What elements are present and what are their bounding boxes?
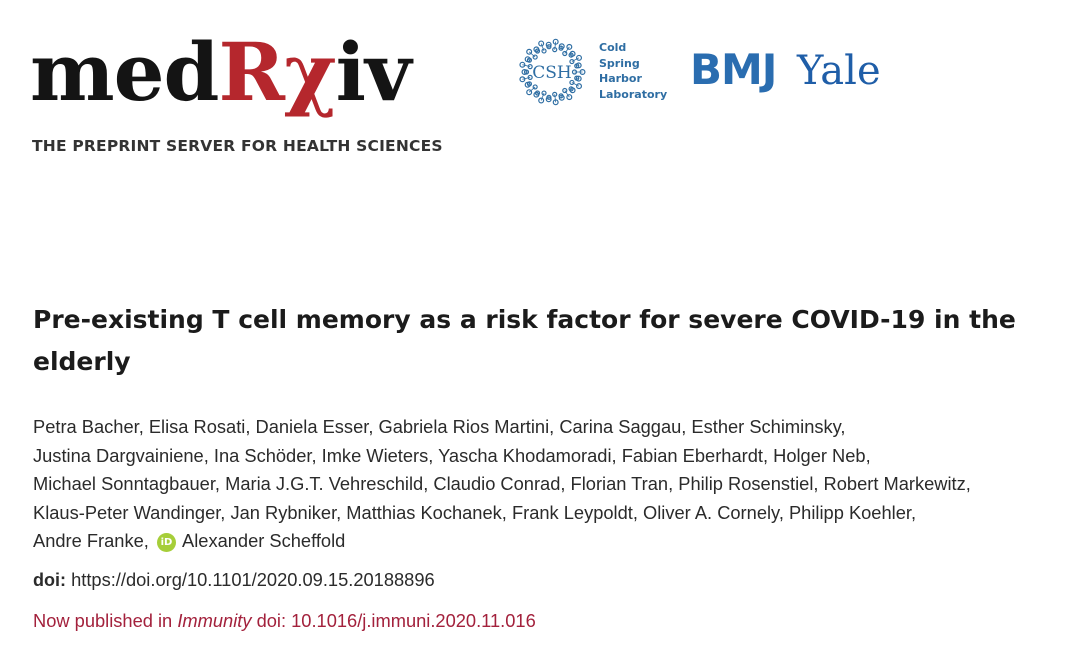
author-segment: Andre Franke, xyxy=(33,530,149,551)
logo-part-med: med xyxy=(30,25,219,119)
doi-link[interactable]: https://doi.org/10.1101/2020.09.15.20188896 xyxy=(71,569,435,590)
doi-label: doi: xyxy=(33,570,66,590)
author-line: Michael Sonntagbauer, Maria J.G.T. Vehreschild, Claudio Conrad, Florian Tran, Philip Rosenstiel, Robert Markewitz, xyxy=(33,473,971,494)
author-line: Klaus-Peter Wandinger, Jan Rybniker, Matthias Kochanek, Frank Leypoldt, Oliver A. Cornely, Philipp Koehler, xyxy=(33,501,917,523)
published-journal: Immunity xyxy=(177,610,252,631)
author-line: Justina Dargvainiene, Ina Schöder, Imke Wieters, Yascha Khodamoradi, Fabian Eberhardt, Holger Neb, xyxy=(33,444,871,466)
article-title: Pre-existing T cell memory as a risk factor for severe COVID-19 in the elderly xyxy=(33,305,1016,376)
yale-logo[interactable]: Yale xyxy=(797,48,881,94)
medrxiv-logo[interactable] xyxy=(30,22,410,122)
csh-line: Spring xyxy=(599,56,640,70)
logo-part-r: R xyxy=(218,25,284,119)
logo-part-iv: iv xyxy=(335,25,411,119)
logo-part-chi: χ xyxy=(283,25,336,119)
csh-monogram: CSH xyxy=(532,63,572,83)
author-line: Petra Bacher, Elisa Rosati, Daniela Esser, Gabriela Rios Martini, Carina Saggau, Esther Schiminsky, xyxy=(33,416,846,437)
site-tagline: THE PREPRINT SERVER FOR HEALTH SCIENCES xyxy=(32,137,443,155)
csh-line: Harbor xyxy=(599,72,642,85)
csh-dna-ring-icon[interactable] xyxy=(517,34,587,110)
author-line-last xyxy=(33,527,1080,556)
orcid-icon[interactable]: iD xyxy=(157,533,176,552)
last-author[interactable]: Alexander Scheffold xyxy=(182,530,346,551)
author-list xyxy=(33,413,1080,556)
csh-line: Cold xyxy=(599,41,627,54)
published-prefix: Now published in xyxy=(33,610,173,631)
published-notice[interactable] xyxy=(33,607,536,635)
bmj-logo[interactable]: BMJ xyxy=(690,45,777,94)
published-doi: doi: 10.1016/j.immuni.2020.11.016 xyxy=(256,610,536,631)
csh-wordmark xyxy=(599,40,667,102)
csh-line: Laboratory xyxy=(599,87,668,101)
doi-line xyxy=(33,566,435,594)
